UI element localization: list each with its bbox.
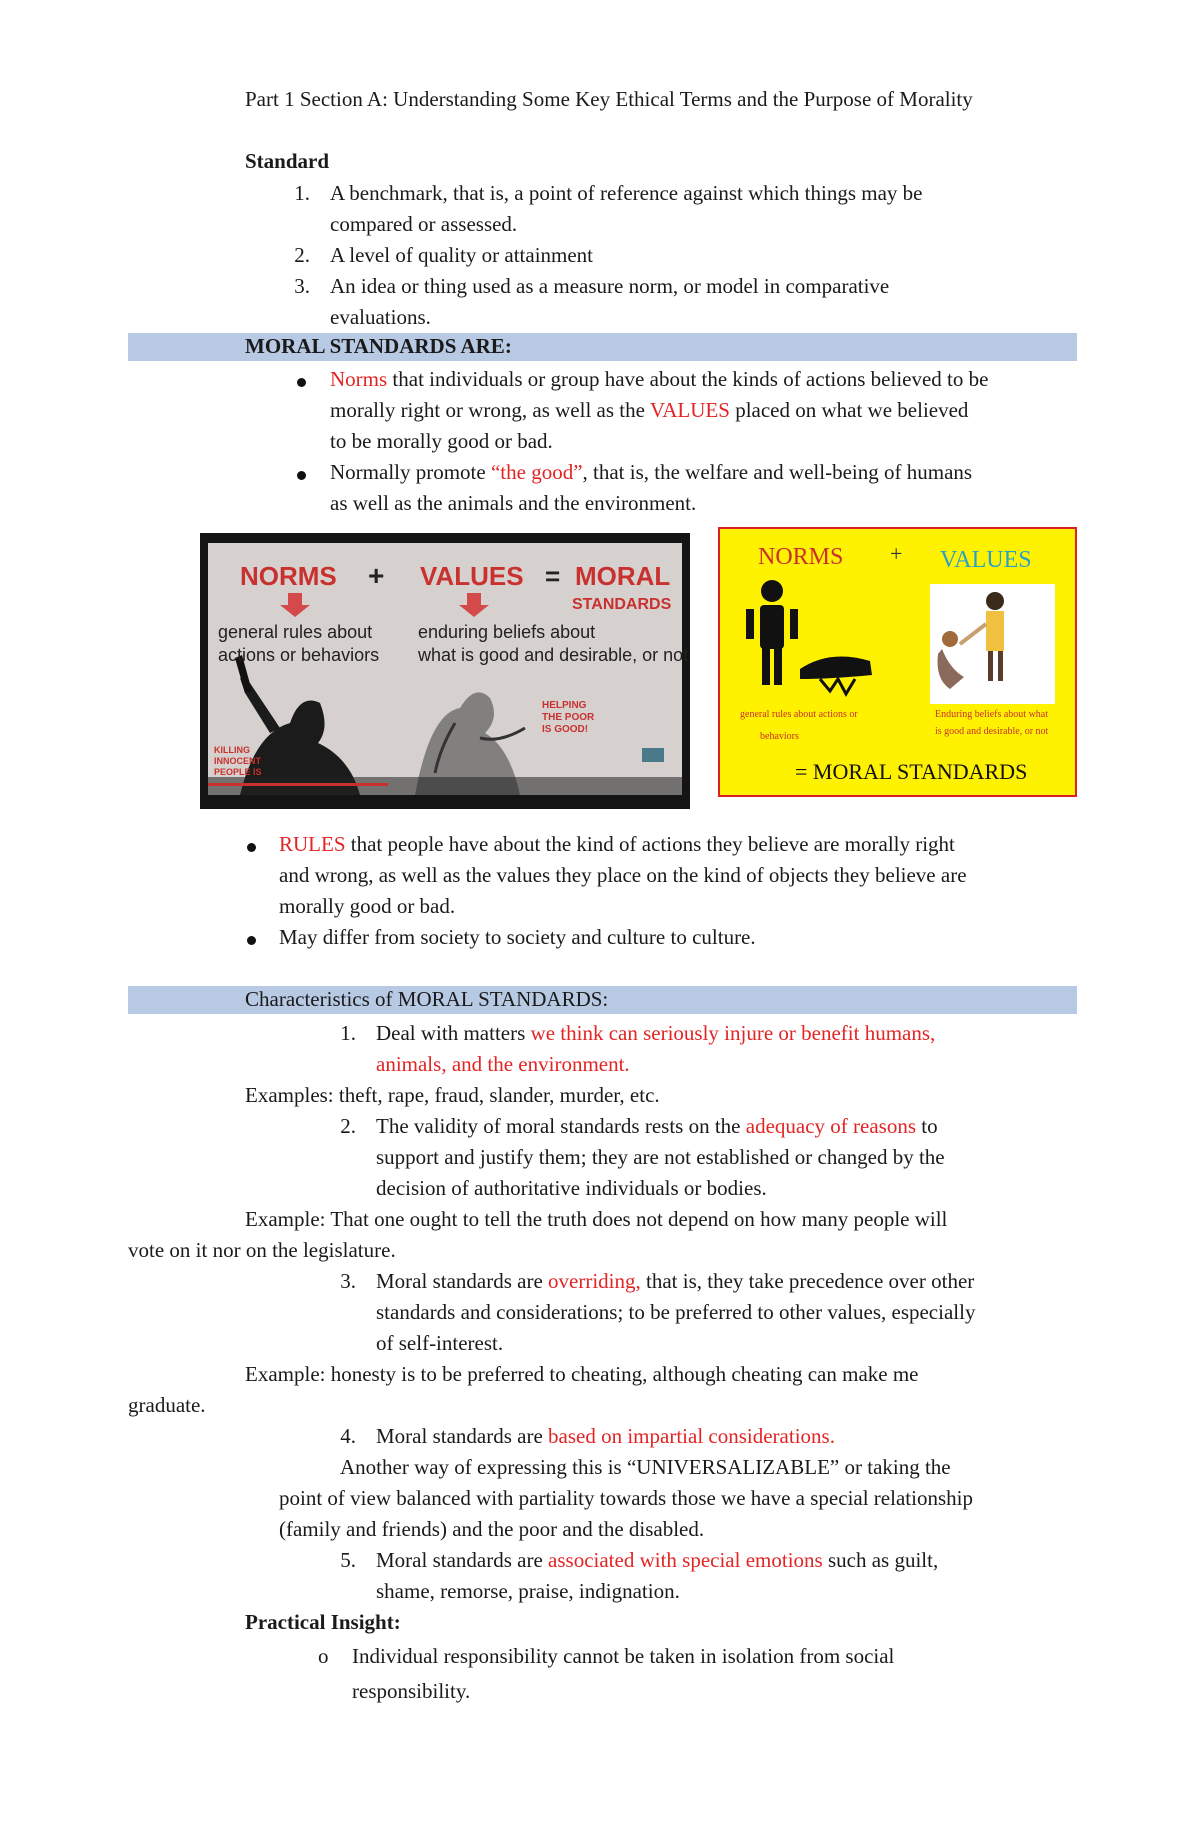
text-run: that is, they take precedence over other (640, 1269, 975, 1293)
photo-standards-label: STANDARDS (572, 596, 672, 613)
example-text: vote on it nor on the legislature. (128, 1238, 396, 1262)
list-item-text: A benchmark, that is, a point of reference against which things may be (330, 181, 923, 205)
example-text: graduate. (128, 1393, 206, 1417)
text-run: Normally promote (330, 460, 491, 484)
list-item-text: animals, and the environment. (376, 1052, 630, 1076)
photo-norms-def-1: general rules about (218, 622, 373, 642)
list-number: 5. (340, 1548, 356, 1572)
section-band (128, 333, 1077, 361)
list-item-text (376, 1545, 938, 1576)
photo-kill-3: PEOPLE IS (214, 767, 262, 777)
bullet-icon (297, 471, 306, 480)
text-run: such as guilt, (822, 1548, 939, 1572)
list-item-text: An idea or thing used as a measure norm, or model in comparative (330, 274, 890, 298)
photo-values-label: VALUES (420, 561, 524, 591)
bullet-text (330, 457, 972, 488)
text-run: , that is, the welfare and well-being of humans (582, 460, 973, 484)
list-item-text: standards and considerations; to be preferred to other values, especially (376, 1300, 976, 1324)
text-run: Deal with matters (376, 1021, 531, 1045)
bullet-text: to be morally good or bad. (330, 429, 553, 453)
highlight-norms: Norms (330, 367, 388, 391)
figure-norms-values-photo (200, 533, 690, 809)
list-number: 1. (340, 1021, 356, 1045)
diagram-result-label: = MORAL STANDARDS (795, 759, 1028, 784)
photo-kill-1: KILLING (214, 745, 250, 755)
diagram-illustration (720, 529, 1075, 795)
list-number: 4. (340, 1424, 356, 1448)
bullet-text: and wrong, as well as the values they place on the kind of objects they believe are (279, 863, 967, 887)
highlight-values: VALUES (649, 398, 730, 422)
diagram-norms-def-2: behaviors (760, 731, 799, 742)
text-run: to (916, 1114, 938, 1138)
text-run: placed on what we believed (729, 398, 969, 422)
figure-norms-values-diagram (718, 527, 1077, 797)
list-number: 1. (294, 181, 310, 205)
list-item-text: compared or assessed. (330, 212, 518, 236)
highlight-the-good: “the good” (490, 460, 583, 484)
list-item-text: A level of quality or attainment (330, 243, 594, 267)
diagram-values-def-1: Enduring beliefs about what (935, 709, 1049, 720)
bullet-icon (297, 378, 306, 387)
bullet-text: as well as the animals and the environment. (330, 491, 697, 515)
highlight-text: adequacy of reasons (745, 1114, 917, 1138)
diagram-plus-label: + (890, 541, 903, 566)
photo-norms-def-2: actions or behaviors (218, 645, 380, 665)
insight-text: responsibility. (352, 1679, 471, 1703)
bullet-icon (247, 936, 256, 945)
list-item-text: shame, remorse, praise, indignation. (376, 1579, 680, 1603)
bullet-text: May differ from society to society and culture to culture. (279, 925, 756, 949)
photo-plus-label: + (368, 560, 385, 591)
diagram-norms-def-1: general rules about actions or (740, 709, 858, 720)
diagram-norms-label: NORMS (758, 544, 844, 570)
highlight-text: associated with special emotions (548, 1548, 823, 1572)
highlight-text: overriding, (548, 1269, 641, 1293)
paragraph-text: point of view balanced with partiality towards those we have a special relationship (279, 1486, 973, 1510)
list-item-text: support and justify them; they are not established or changed by the (376, 1145, 945, 1169)
highlight-text: we think can seriously injure or benefit humans, (530, 1021, 936, 1045)
list-item-text (376, 1111, 938, 1142)
text-run: morally right or wrong, as well as the (330, 398, 650, 422)
photo-equals-label: = (545, 561, 561, 591)
example-text: Examples: theft, rape, fraud, slander, murder, etc. (245, 1083, 660, 1107)
text-run: that individuals or group have about the kinds of actions believed to be (387, 367, 989, 391)
highlight-text: based on impartial considerations. (548, 1424, 835, 1448)
diagram-values-def-2: is good and desirable, or not (935, 726, 1049, 737)
insight-marker: o (318, 1644, 329, 1668)
bullet-text (330, 364, 988, 395)
list-item-text (376, 1421, 835, 1452)
characteristics-heading: Characteristics of MORAL STANDARDS: (245, 987, 609, 1011)
photo-help-1: HELPING (542, 700, 587, 711)
diagram-values-label: VALUES (940, 547, 1032, 573)
list-item-text: decision of authoritative individuals or bodies. (376, 1176, 767, 1200)
list-item-text: of self-interest. (376, 1331, 504, 1355)
bullet-text (279, 829, 955, 860)
list-number: 3. (294, 274, 310, 298)
insight-text: Individual responsibility cannot be taken in isolation from social (352, 1644, 895, 1668)
bullet-text (330, 395, 968, 426)
insight-heading: Practical Insight: (245, 1610, 401, 1634)
paragraph-text: Another way of expressing this is “UNIVERSALIZABLE” or taking the (340, 1455, 951, 1479)
list-number: 3. (340, 1269, 356, 1293)
list-number: 2. (294, 243, 310, 267)
list-item-text: evaluations. (330, 305, 431, 329)
list-item-text (376, 1266, 974, 1297)
photo-kill-2: INNOCENT (214, 756, 261, 766)
document-title: Part 1 Section A: Understanding Some Key Ethical Terms and the Purpose of Morality (245, 87, 973, 111)
photo-illustration (200, 533, 690, 809)
list-item-text (376, 1018, 935, 1049)
standard-heading: Standard (245, 149, 330, 173)
text-run: that people have about the kind of actions they believe are morally right (345, 832, 955, 856)
paragraph-text: (family and friends) and the poor and the disabled. (279, 1517, 705, 1541)
photo-values-def-2: what is good and desirable, or not (418, 645, 689, 665)
text-run: Moral standards are (376, 1269, 549, 1293)
example-text: Example: honesty is to be preferred to cheating, although cheating can make me (245, 1362, 919, 1386)
highlight-rules: RULES (279, 832, 346, 856)
photo-values-def-1: enduring beliefs about (418, 622, 596, 642)
example-text: Example: That one ought to tell the truth does not depend on how many people will (245, 1207, 948, 1231)
photo-help-3: IS GOOD! (542, 724, 589, 735)
section-band (128, 986, 1077, 1014)
bullet-text: morally good or bad. (279, 894, 456, 918)
text-run: Moral standards are (376, 1548, 549, 1572)
text-run: Moral standards are (376, 1424, 549, 1448)
list-number: 2. (340, 1114, 356, 1138)
photo-help-2: THE POOR (542, 712, 595, 723)
photo-moral-label: MORAL (575, 561, 671, 591)
moral-standards-heading: MORAL STANDARDS ARE: (245, 334, 512, 358)
text-run: The validity of moral standards rests on the (376, 1114, 746, 1138)
bullet-icon (247, 843, 256, 852)
photo-norms-label: NORMS (240, 561, 337, 591)
